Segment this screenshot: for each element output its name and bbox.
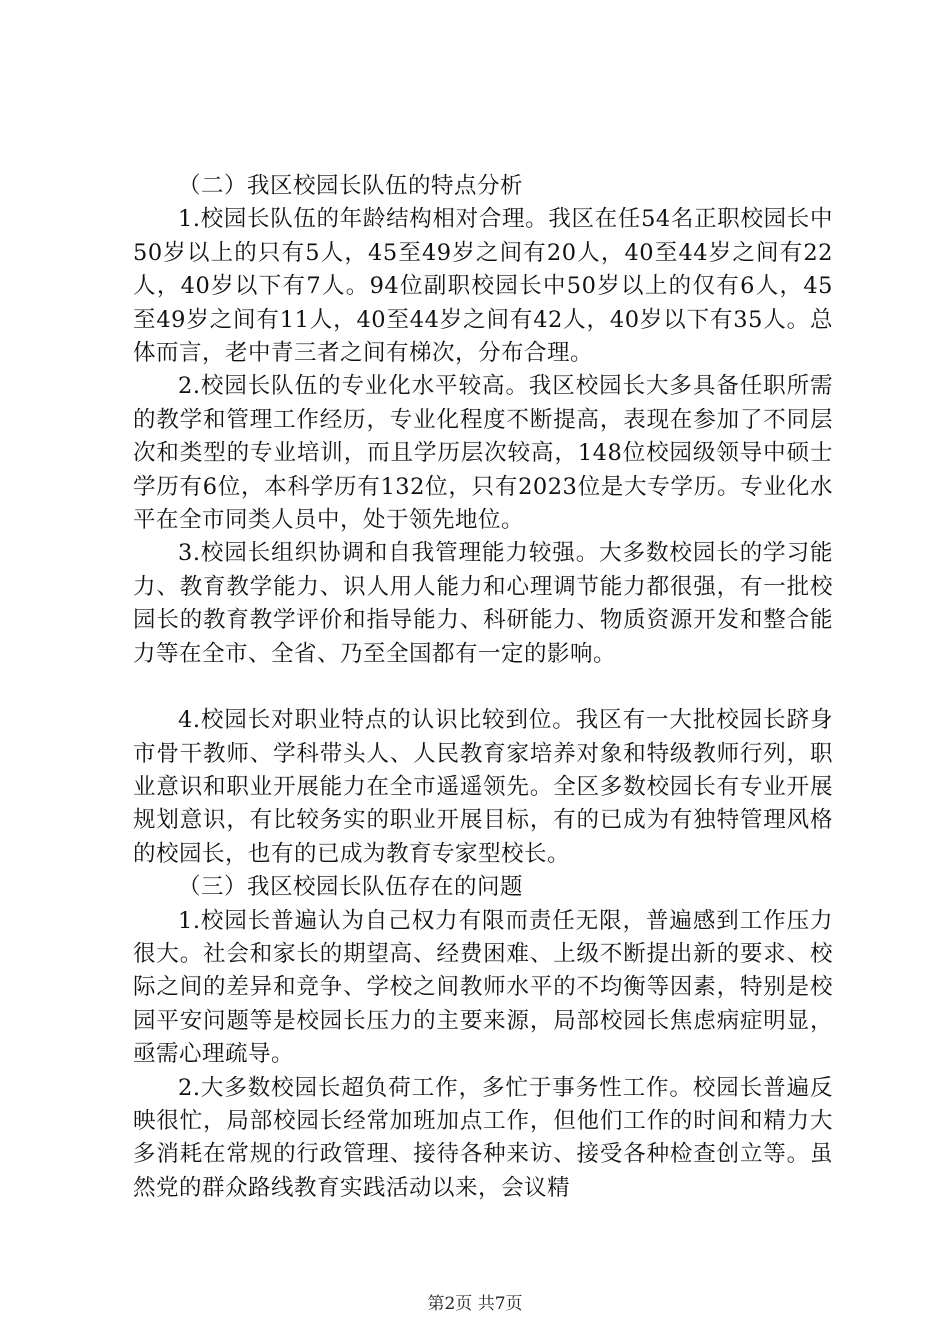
paragraph-professionalism: 2.校园长队伍的专业化水平较高。我区校园长大多具备任职所需的教学和管理工作经历，专业化程度不断提高，表现在参加了不同层次和类型的专业培训，而且学历层次较高，148位校园级领导中硕士学历有6位，本科学历有132位，只有2023位是大专学历。专业化水平在全市同类人员中，处于领先地位。: [133, 373, 833, 534]
paragraph-work-pressure: 1.校园长普遍认为自己权力有限而责任无限，普遍感到工作压力很大。社会和家长的期望高、经费困难、上级不断提出新的要求、校际之间的差异和竞争、学校之间教师水平的不均衡等因素，特别是校园平安问题等是校园长压力的主要来源，局部校园长焦虑病症明显，亟需心理疏导。: [133, 907, 833, 1068]
document-body: [133, 170, 833, 1205]
section-heading-characteristics: （二）我区校园长队伍的特点分析: [178, 173, 524, 199]
paragraph-career-awareness: 4.校园长对职业特点的认识比较到位。我区有一大批校园长跻身市骨干教师、学科带头人、人民教育家培养对象和特级教师行列，职业意识和职业开展能力在全市遥遥领先。全区多数校园长有专业开展规划意识，有比较务实的职业开展目标，有的已成为有独特管理风格的校园长，也有的已成为教育专家型校长。: [133, 707, 833, 867]
paragraph-age-structure: 1.校园长队伍的年龄结构相对合理。我区在任54名正职校园长中50岁以上的只有5人，45至49岁之间有20人，40至44岁之间有22人，40岁以下有7人。94位副职校园长中50岁以上的仅有6人，45至49岁之间有11人，40至44岁之间有42人，40岁以下有35人。总体而言，老中青三者之间有梯次，分布合理。: [133, 206, 833, 367]
section-heading-problems: （三）我区校园长队伍存在的问题: [178, 874, 524, 901]
paragraph-overload: 2.大多数校园长超负荷工作，多忙于事务性工作。校园长普遍反映很忙，局部校园长经常加班加点工作，但他们工作的时间和精力大多消耗在常规的行政管理、接待各种来访、接受各种检查创立等。虽然党的群众路线教育实践活动以来，会议精: [133, 1074, 833, 1201]
page-number-footer: 第2页 共7页: [427, 1294, 523, 1314]
paragraph-coordination-ability: 3.校园长组织协调和自我管理能力较强。大多数校园长的学习能力、教育教学能力、识人用人能力和心理调节能力都很强，有一批校园长的教育教学评价和指导能力、科研能力、物质资源开发和整合能力等在全市、全省、乃至全国都有一定的影响。: [133, 540, 833, 667]
